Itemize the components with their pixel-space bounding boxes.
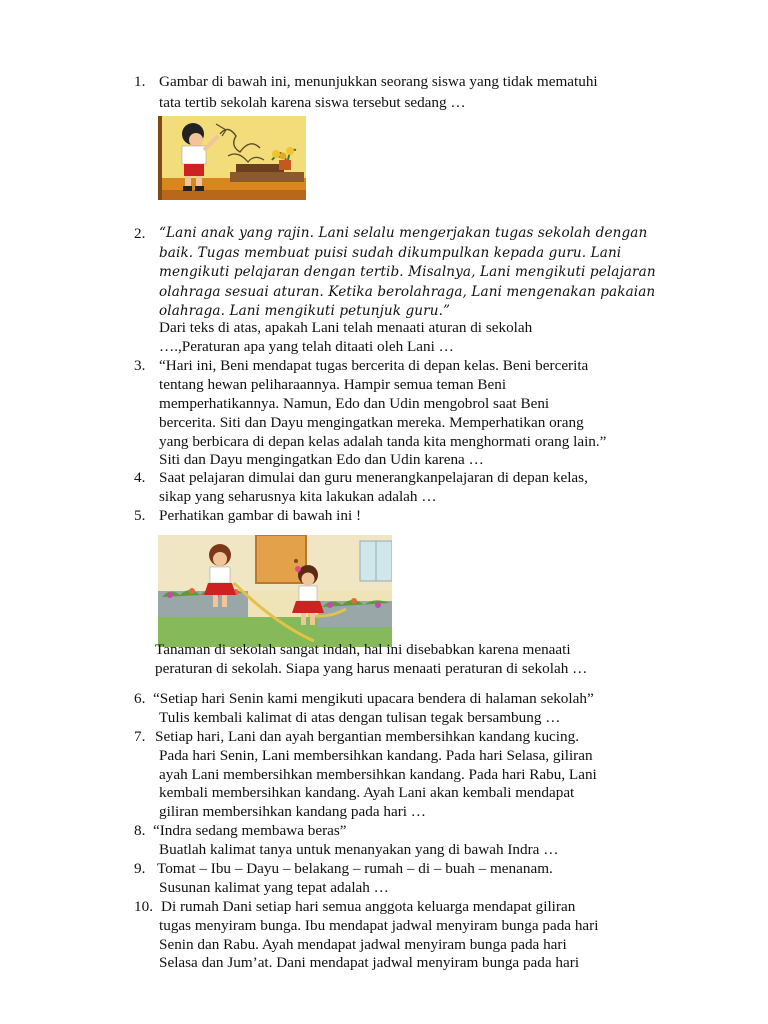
question-4-line-1: Saat pelajaran dimulai dan guru menerangkanpelajaran di depan kelas,: [159, 469, 588, 486]
question-7-line-3: ayah Lani membersihkan membersihkan kandang. Pada hari Rabu, Lani: [159, 766, 597, 783]
question-3-line-5: yang berbicara di depan kelas adalah tanda kita menghormati orang lain.”: [159, 433, 607, 450]
question-2-quote-line-4: olahraga sesuai aturan. Ketika berolahraga, Lani mengenakan pakaian: [159, 284, 656, 300]
question-3-line-4: bercerita. Siti dan Dayu mengingatkan mereka. Memperhatikan orang: [159, 414, 584, 431]
question-2-quote-line-1: “Lani anak yang rajin. Lani selalu mengerjakan tugas sekolah dengan: [159, 225, 648, 241]
question-1-line-2: tata tertib sekolah karena siswa tersebut sedang …: [159, 94, 466, 111]
question-4-line-2: sikap yang seharusnya kita lakukan adalah …: [159, 488, 437, 505]
question-7-line-2: Pada hari Senin, Lani membersihkan kandang. Pada hari Selasa, giliran: [159, 747, 593, 764]
question-9-line-2: Susunan kalimat yang tepat adalah …: [159, 879, 389, 896]
question-9-line-1: Tomat – Ibu – Dayu – belakang – rumah – di – buah – menanam.: [157, 860, 553, 877]
girls-watering-garden-illustration: [158, 535, 392, 647]
question-2-quote-line-3: mengikuti pelajaran dengan tertib. Misalnya, Lani mengikuti pelajaran: [159, 264, 656, 280]
question-7-line-1: Setiap hari, Lani dan ayah bergantian membersihkan kandang kucing.: [155, 728, 579, 745]
question-2-quote-line-2: baik. Tugas membuat puisi sudah dikumpulkan kepada guru. Lani: [159, 245, 622, 261]
question-1-number: 1.: [134, 73, 146, 90]
question-10-line-4: Selasa dan Jum’at. Dani mendapat jadwal menyiram bunga pada hari: [159, 954, 580, 971]
question-3-line-1: “Hari ini, Beni mendapat tugas bercerita di depan kelas. Beni bercerita: [159, 357, 589, 374]
question-5-after-line-1: Tanaman di sekolah sangat indah, hal ini disebabkan karena menaati: [155, 641, 571, 658]
question-10-line-3: Senin dan Rabu. Ayah mendapat jadwal menyiram bunga pada hari: [159, 936, 567, 953]
question-3-number: 3.: [134, 357, 146, 374]
question-2-line-2: ….,Peraturan apa yang telah ditaati oleh Lani …: [159, 338, 454, 355]
question-2-line-1: Dari teks di atas, apakah Lani telah menaati aturan di sekolah: [159, 319, 533, 336]
question-10-number: 10.: [134, 898, 153, 915]
question-3-line-6: Siti dan Dayu mengingatkan Edo dan Udin karena …: [159, 451, 484, 468]
question-5-after-line-2: peraturan di sekolah. Siapa yang harus menaati peraturan di sekolah …: [155, 660, 588, 677]
question-1-line-1: Gambar di bawah ini, menunjukkan seorang siswa yang tidak mematuhi: [159, 73, 598, 90]
question-6-number: 6.: [134, 690, 146, 707]
question-6-line-2: Tulis kembali kalimat di atas dengan tulisan tegak bersambung …: [159, 709, 561, 726]
question-3-line-3: memperhatikannya. Namun, Edo dan Udin mengobrol saat Beni: [159, 395, 550, 412]
question-6-line-1: “Setiap hari Senin kami mengikuti upacara bendera di halaman sekolah”: [153, 690, 594, 707]
question-2-number: 2.: [134, 225, 146, 242]
question-2-quote-line-5: olahraga. Lani mengikuti petunjuk guru.”: [159, 303, 451, 319]
question-8-number: 8.: [134, 822, 146, 839]
question-5-line-1: Perhatikan gambar di bawah ini !: [159, 507, 362, 524]
question-10-line-2: tugas menyiram bunga. Ibu mendapat jadwal menyiram bunga pada hari: [159, 917, 599, 934]
student-scribbling-wall-illustration: [158, 116, 306, 200]
question-9-number: 9.: [134, 860, 146, 877]
question-3-line-2: tentang hewan peliharaannya. Hampir semua teman Beni: [159, 376, 507, 393]
question-8-line-1: “Indra sedang membawa beras”: [153, 822, 347, 839]
question-10-line-1: Di rumah Dani setiap hari semua anggota keluarga mendapat giliran: [161, 898, 576, 915]
question-4-number: 4.: [134, 469, 146, 486]
question-5-number: 5.: [134, 507, 146, 524]
question-7-number: 7.: [134, 728, 146, 745]
question-7-line-5: giliran membersihkan kandang pada hari …: [159, 803, 426, 820]
question-7-line-4: kembali membersihkan kandang. Ayah Lani akan kembali mendapat: [159, 784, 575, 801]
question-8-line-2: Buatlah kalimat tanya untuk menanyakan yang di bawah Indra …: [159, 841, 559, 858]
